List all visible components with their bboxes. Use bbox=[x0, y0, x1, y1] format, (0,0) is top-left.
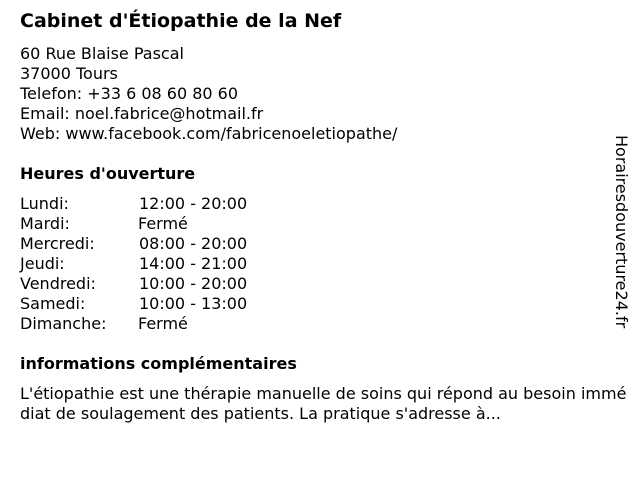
day-hours: Fermé bbox=[138, 214, 188, 233]
day-hours: 08:00 - 20:00 bbox=[139, 234, 248, 253]
website-link[interactable]: Web: www.facebook.com/fabricenoeletiopathe/ bbox=[20, 124, 398, 143]
site-brand-label[interactable]: Horairesdouverture24.fr bbox=[612, 135, 631, 329]
day-hours: 10:00 - 20:00 bbox=[139, 274, 248, 293]
day-label: Jeudi: bbox=[20, 254, 65, 273]
day-label: Mercredi: bbox=[20, 234, 95, 253]
day-hours: Fermé bbox=[138, 314, 188, 333]
phone-number[interactable]: Telefon: +33 6 08 60 80 60 bbox=[20, 84, 239, 103]
day-label: Mardi: bbox=[20, 214, 70, 233]
day-label: Vendredi: bbox=[20, 274, 96, 293]
day-label: Lundi: bbox=[20, 194, 69, 213]
additional-info-heading: informations complémentaires bbox=[20, 354, 297, 373]
business-name: Cabinet d'Étiopathie de la Nef bbox=[20, 10, 342, 32]
day-hours: 14:00 - 21:00 bbox=[139, 254, 248, 273]
city-address: 37000 Tours bbox=[20, 64, 118, 83]
day-label: Samedi: bbox=[20, 294, 86, 313]
day-label: Dimanche: bbox=[20, 314, 107, 333]
contact-block bbox=[20, 44, 397, 144]
day-hours: 10:00 - 13:00 bbox=[139, 294, 248, 313]
street-address: 60 Rue Blaise Pascal bbox=[20, 44, 184, 63]
opening-hours-heading: Heures d'ouverture bbox=[20, 164, 196, 183]
day-hours: 12:00 - 20:00 bbox=[139, 194, 248, 213]
additional-info-text: L'étiopathie est une thérapie manuelle de soins qui répond au besoin immédiat de soulagement des patients. La pratique s'adresse à... bbox=[20, 384, 627, 423]
email-address[interactable]: Email: noel.fabrice@hotmail.fr bbox=[20, 104, 264, 123]
